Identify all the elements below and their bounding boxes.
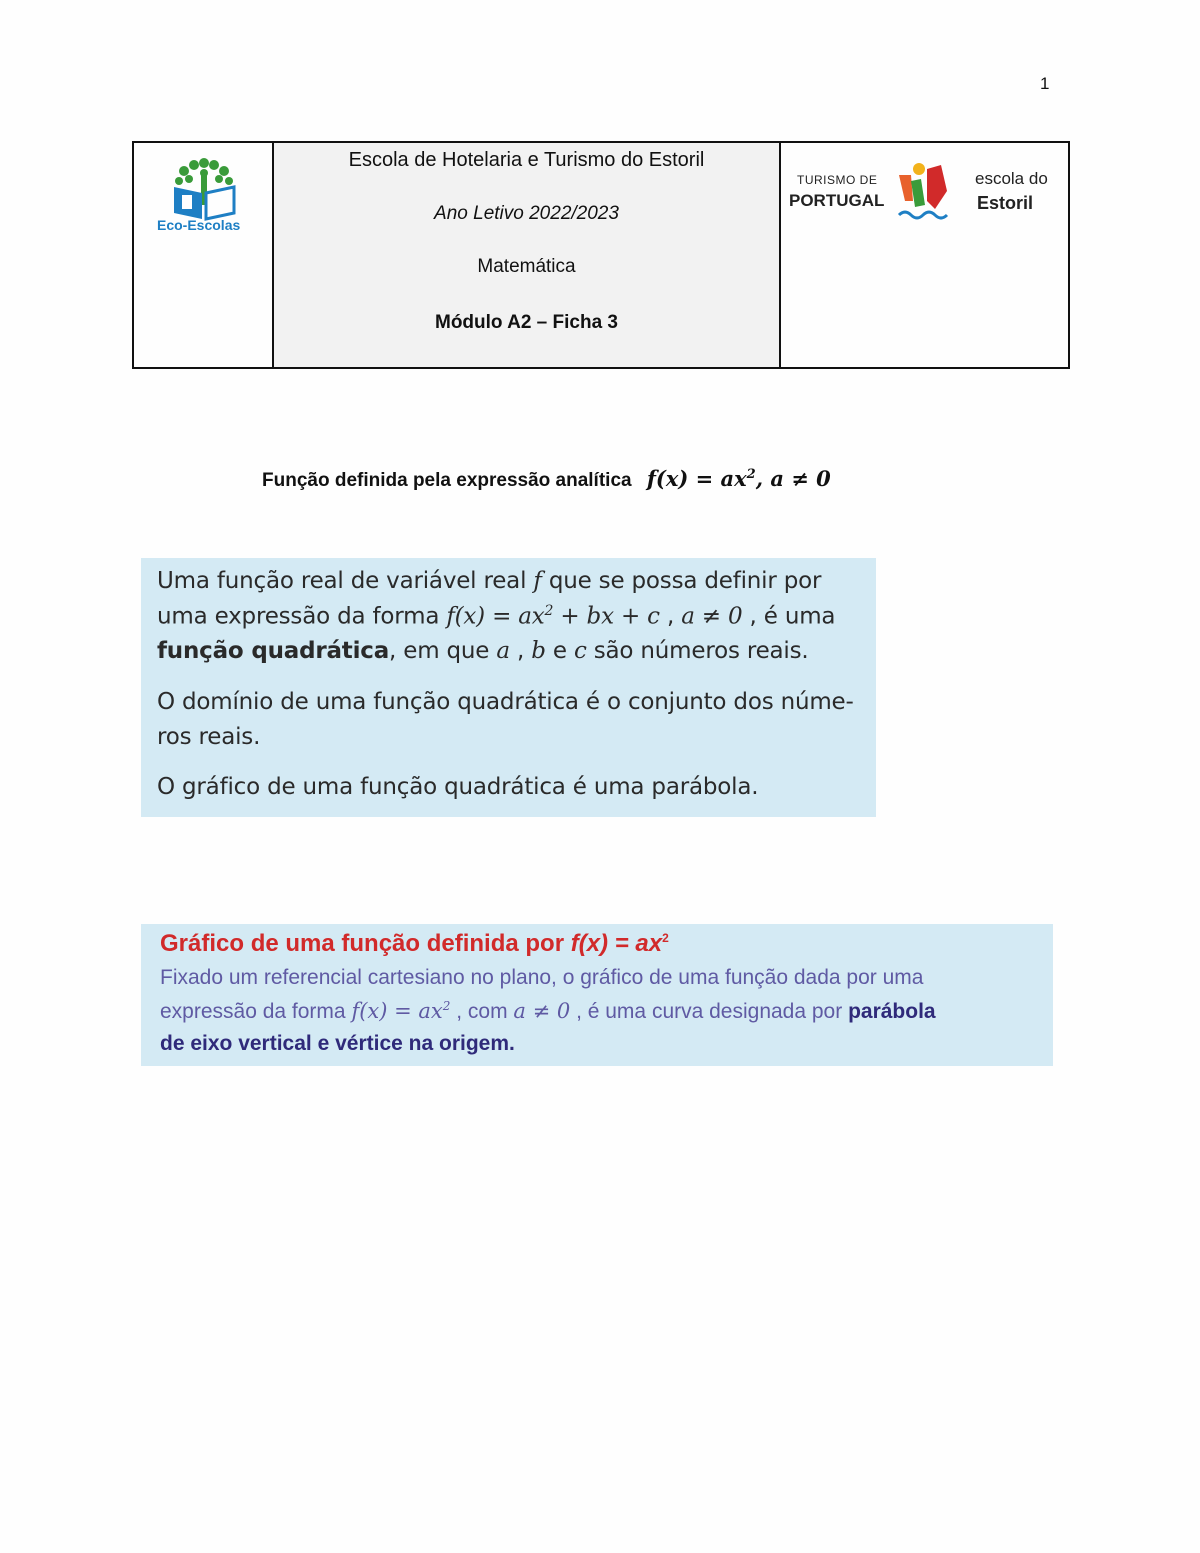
portugal-label: PORTUGAL [789, 191, 885, 210]
graph-line-1: Fixado um referencial cartesiano no plano, o gráfico de uma função dada por uma [160, 966, 924, 989]
def-l2-formula2: + bx + c [553, 603, 660, 630]
formula-exp: 2 [746, 467, 756, 482]
subject: Matemática [477, 256, 576, 277]
def-l3-bold: função quadrática [157, 638, 390, 664]
def-l3-var-c: c [573, 638, 587, 664]
def-l3-var-b: b [531, 638, 546, 664]
def-l2-cond: a ≠ 0 [681, 603, 743, 630]
def-l2-sep: , [659, 603, 682, 630]
graph-l2-cond: a ≠ 0 [513, 999, 571, 1023]
formula-cond: , a ≠ 0 [755, 466, 831, 491]
def-l2-exp: 2 [544, 603, 554, 619]
def-line-4: O domínio de uma função quadrática é o conjunto dos núme- [157, 689, 854, 715]
def-l1-text: Uma função real de variável real [157, 568, 534, 594]
def-line-6: O gráfico de uma função quadrática é uma parábola. [157, 774, 759, 800]
def-l3-sep1: , [509, 638, 532, 664]
graph-l2-bold: parábola [848, 1000, 936, 1023]
school-name: Escola de Hotelaria e Turismo do Estoril [348, 149, 705, 171]
graph-title-text: Gráfico de uma função definida por [160, 930, 571, 957]
graph-l2-exp: 2 [442, 999, 451, 1013]
def-l2-text: uma expressão da forma [157, 603, 447, 630]
def-line-5: ros reais. [157, 724, 261, 750]
def-line-1 [157, 568, 821, 594]
def-l1-text2: que se possa definir por [541, 568, 822, 594]
def-l1-var: f [533, 568, 542, 594]
turismo-cell [781, 143, 1068, 367]
graph-l2-sep: , com [450, 1000, 514, 1023]
turismo-portugal-logo-icon [891, 161, 953, 225]
graph-title-formula: f(x) = ax [570, 930, 663, 957]
graph-l2-formula: f(x) = ax [351, 999, 443, 1023]
formula-eq: = [695, 466, 714, 491]
eco-escolas-cell [134, 143, 274, 367]
eco-escolas-label: Eco-Escolas [157, 217, 241, 233]
def-l3-var-a: a [496, 638, 510, 664]
def-l3-sep2: e [545, 638, 574, 664]
header-table [132, 141, 1070, 369]
section-title [262, 466, 831, 492]
def-l2-text2: , é uma [742, 603, 836, 630]
def-l3-text2: são números reais. [586, 638, 809, 664]
graph-line-2 [160, 999, 936, 1024]
definition-box [141, 558, 876, 817]
graph-line-3: de eixo vertical e vértice na origem. [160, 1032, 515, 1055]
estoril-label: Estoril [977, 193, 1034, 213]
section-title-text: Função definida pela expressão analítica [262, 470, 632, 491]
graph-title-exp: 2 [662, 931, 669, 945]
turismo-de-label: TURISMO DE [797, 173, 878, 187]
school-year: Ano Letivo 2022/2023 [434, 203, 619, 224]
module-title: Módulo A2 – Ficha 3 [435, 312, 618, 333]
graph-box [141, 924, 1053, 1066]
escola-do-label: escola do [975, 169, 1048, 188]
def-line-2 [157, 603, 835, 630]
section-formula [647, 466, 831, 491]
formula-lhs: f(x) [646, 466, 689, 491]
header-title-cell [274, 143, 781, 367]
page-number: 1 [1040, 74, 1050, 93]
graph-l2-text: expressão da forma [160, 1000, 352, 1023]
graph-l2-text2: , é uma curva designada por [570, 1000, 849, 1023]
def-line-3 [157, 638, 809, 664]
def-l2-formula: f(x) = ax [446, 603, 545, 630]
formula-rhs: ax [720, 466, 747, 491]
def-l3-text: , em que [389, 638, 497, 664]
graph-box-title [160, 930, 669, 958]
